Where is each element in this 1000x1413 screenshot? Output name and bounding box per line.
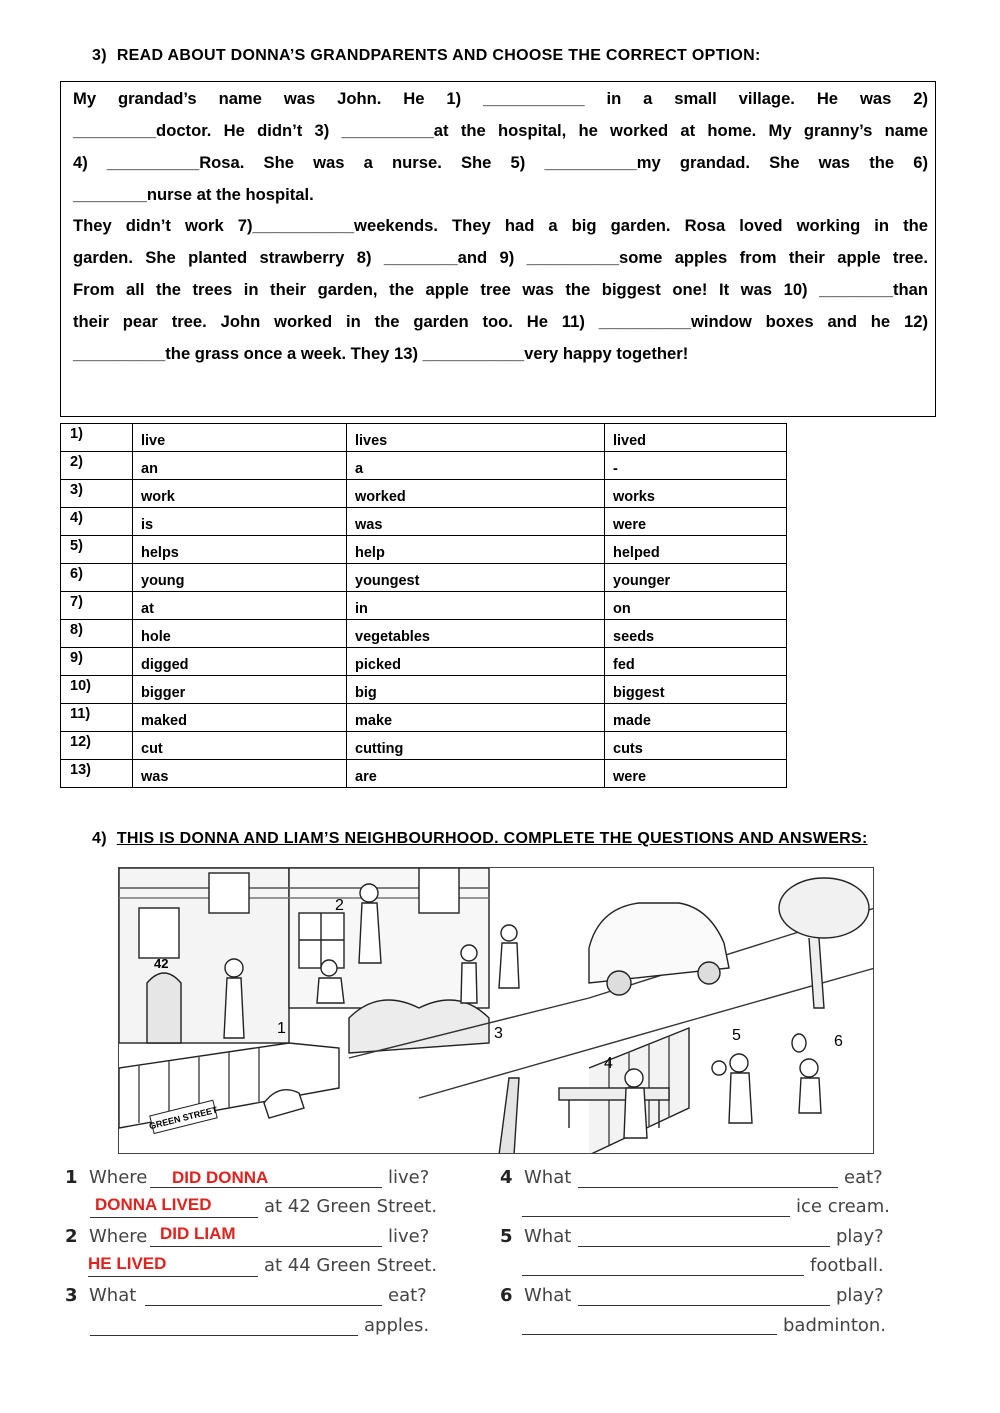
answer-1-blank[interactable] xyxy=(90,1217,258,1218)
option-c[interactable]: on xyxy=(605,592,787,620)
exercise-3-heading xyxy=(92,47,761,65)
option-b[interactable]: make xyxy=(347,704,605,732)
question-number: 2 xyxy=(65,1226,78,1247)
answer-6-end: badminton. xyxy=(783,1315,887,1336)
answer-1-filled: DONNA LIVED xyxy=(95,1195,212,1214)
option-a[interactable]: helps xyxy=(133,536,347,564)
answer-4-blank[interactable] xyxy=(522,1216,790,1217)
question-number: 5 xyxy=(500,1226,513,1247)
option-b[interactable]: lives xyxy=(347,424,605,452)
picture-label: 6 xyxy=(834,1033,843,1050)
option-b[interactable]: are xyxy=(347,760,605,788)
passage-line: ________nurse at the hospital. xyxy=(73,185,314,204)
question-3-blank[interactable] xyxy=(145,1305,382,1306)
neighbourhood-drawing xyxy=(119,868,874,1154)
option-b[interactable]: was xyxy=(347,508,605,536)
answer-3-end: apples. xyxy=(364,1315,430,1336)
option-c[interactable]: cuts xyxy=(605,732,787,760)
option-b[interactable]: big xyxy=(347,676,605,704)
answer-2-blank[interactable] xyxy=(88,1276,258,1277)
answer-6-blank[interactable] xyxy=(522,1334,777,1335)
passage-line: their pear tree. John worked in the garden too. He 11) __________window boxes and he 12) xyxy=(73,312,928,331)
option-b[interactable]: youngest xyxy=(347,564,605,592)
options-row xyxy=(61,648,787,676)
answer-1-end: at 42 Green Street. xyxy=(264,1196,438,1217)
option-number: 1) xyxy=(61,424,133,452)
option-number: 7) xyxy=(61,592,133,620)
passage-line: __________the grass once a week. They 13) ___________very happy together! xyxy=(73,344,689,363)
option-c[interactable]: fed xyxy=(605,648,787,676)
option-number: 2) xyxy=(61,452,133,480)
question-5-blank[interactable] xyxy=(578,1246,830,1247)
exercise-4-number: 4) xyxy=(92,830,107,847)
answer-2-end: at 44 Green Street. xyxy=(264,1255,438,1276)
question-1 xyxy=(65,1167,147,1188)
option-a[interactable]: cut xyxy=(133,732,347,760)
question-1-end: live? xyxy=(388,1167,430,1188)
question-number: 1 xyxy=(65,1167,78,1188)
question-4 xyxy=(500,1167,571,1188)
option-a[interactable]: maked xyxy=(133,704,347,732)
answer-5-end: football. xyxy=(810,1255,884,1276)
option-a[interactable]: young xyxy=(133,564,347,592)
question-3-end: eat? xyxy=(388,1285,427,1306)
question-6-blank[interactable] xyxy=(578,1305,830,1306)
options-row xyxy=(61,480,787,508)
option-a[interactable]: digged xyxy=(133,648,347,676)
exercise-4-title: THIS IS DONNA AND LIAM’S NEIGHBOURHOOD. COMPLETE THE QUESTIONS AND ANSWERS: xyxy=(116,830,868,847)
options-row xyxy=(61,536,787,564)
option-number: 4) xyxy=(61,508,133,536)
question-6-end: play? xyxy=(836,1285,884,1306)
question-number: 4 xyxy=(500,1167,513,1188)
answer-3-blank[interactable] xyxy=(90,1335,358,1336)
exercise-3-title: READ ABOUT DONNA’S GRANDPARENTS AND CHOOSE THE CORRECT OPTION: xyxy=(116,47,761,64)
options-row xyxy=(61,760,787,788)
question-word: Where xyxy=(88,1226,148,1247)
picture-label: 2 xyxy=(335,897,344,914)
options-row xyxy=(61,452,787,480)
options-row xyxy=(61,564,787,592)
picture-label: 1 xyxy=(277,1020,286,1037)
passage-line: They didn’t work 7)___________weekends. They had a big garden. Rosa loved working in the xyxy=(73,216,928,235)
option-number: 12) xyxy=(61,732,133,760)
option-b[interactable]: cutting xyxy=(347,732,605,760)
option-a[interactable]: at xyxy=(133,592,347,620)
option-a[interactable]: an xyxy=(133,452,347,480)
option-c[interactable]: younger xyxy=(605,564,787,592)
option-b[interactable]: a xyxy=(347,452,605,480)
option-number: 11) xyxy=(61,704,133,732)
question-2-filled: DID LIAM xyxy=(160,1224,236,1243)
option-b[interactable]: vegetables xyxy=(347,620,605,648)
option-number: 13) xyxy=(61,760,133,788)
question-word: What xyxy=(88,1285,137,1306)
option-a[interactable]: work xyxy=(133,480,347,508)
option-a[interactable]: hole xyxy=(133,620,347,648)
house-number-label: 42 xyxy=(154,956,169,971)
option-c[interactable]: were xyxy=(605,760,787,788)
option-number: 3) xyxy=(61,480,133,508)
answer-4-end: ice cream. xyxy=(796,1196,890,1217)
passage-line: My grandad’s name was John. He 1) ___________ in a small village. He was 2) xyxy=(73,89,928,108)
option-b[interactable]: picked xyxy=(347,648,605,676)
option-a[interactable]: is xyxy=(133,508,347,536)
option-a[interactable]: live xyxy=(133,424,347,452)
question-5-end: play? xyxy=(836,1226,884,1247)
option-c[interactable]: seeds xyxy=(605,620,787,648)
question-2-end: live? xyxy=(388,1226,430,1247)
answer-5-blank[interactable] xyxy=(522,1275,804,1276)
passage-line: 4) __________Rosa. She was a nurse. She 5) __________my grandad. She was the 6) xyxy=(73,153,928,172)
exercise-3-number: 3) xyxy=(92,47,107,64)
neighbourhood-illustration xyxy=(118,867,874,1154)
option-a[interactable]: was xyxy=(133,760,347,788)
question-number: 6 xyxy=(500,1285,513,1306)
option-a[interactable]: bigger xyxy=(133,676,347,704)
option-b[interactable]: worked xyxy=(347,480,605,508)
question-2-blank[interactable] xyxy=(150,1246,382,1247)
answer-2-filled: HE LIVED xyxy=(88,1254,167,1273)
question-word: What xyxy=(523,1167,572,1188)
passage-line: _________doctor. He didn’t 3) __________at the hospital, he worked at home. My granny’s name xyxy=(73,121,928,140)
options-row xyxy=(61,676,787,704)
options-table xyxy=(60,423,787,788)
question-word: What xyxy=(523,1285,572,1306)
option-number: 6) xyxy=(61,564,133,592)
option-c[interactable]: biggest xyxy=(605,676,787,704)
exercise-4-heading xyxy=(92,830,868,848)
options-row xyxy=(61,732,787,760)
question-number: 3 xyxy=(65,1285,78,1306)
question-word: What xyxy=(523,1226,572,1247)
question-5 xyxy=(500,1226,571,1247)
option-number: 10) xyxy=(61,676,133,704)
question-2 xyxy=(65,1226,147,1247)
options-row xyxy=(61,508,787,536)
question-6 xyxy=(500,1285,571,1306)
option-b[interactable]: help xyxy=(347,536,605,564)
street-sign-text: GREEN STREET xyxy=(148,1104,219,1132)
option-c[interactable]: - xyxy=(605,452,787,480)
option-number: 8) xyxy=(61,620,133,648)
picture-label: 5 xyxy=(732,1027,741,1044)
option-b[interactable]: in xyxy=(347,592,605,620)
picture-label: 3 xyxy=(494,1025,503,1042)
question-4-blank[interactable] xyxy=(578,1187,838,1188)
option-c[interactable]: lived xyxy=(605,424,787,452)
passage-line: garden. She planted strawberry 8) ________and 9) __________some apples from their apple tree. xyxy=(73,248,928,267)
options-row xyxy=(61,704,787,732)
passage-line: From all the trees in their garden, the apple tree was the biggest one! It was 10) ________than xyxy=(73,280,928,299)
question-4-end: eat? xyxy=(844,1167,883,1188)
option-number: 9) xyxy=(61,648,133,676)
question-1-filled: DID DONNA xyxy=(172,1168,269,1187)
option-c[interactable]: made xyxy=(605,704,787,732)
options-row xyxy=(61,620,787,648)
question-3 xyxy=(65,1285,136,1306)
question-word: Where xyxy=(88,1167,148,1188)
options-row xyxy=(61,424,787,452)
picture-label: 4 xyxy=(604,1055,613,1072)
option-c[interactable]: were xyxy=(605,508,787,536)
option-c[interactable]: works xyxy=(605,480,787,508)
option-number: 5) xyxy=(61,536,133,564)
options-row xyxy=(61,592,787,620)
option-c[interactable]: helped xyxy=(605,536,787,564)
